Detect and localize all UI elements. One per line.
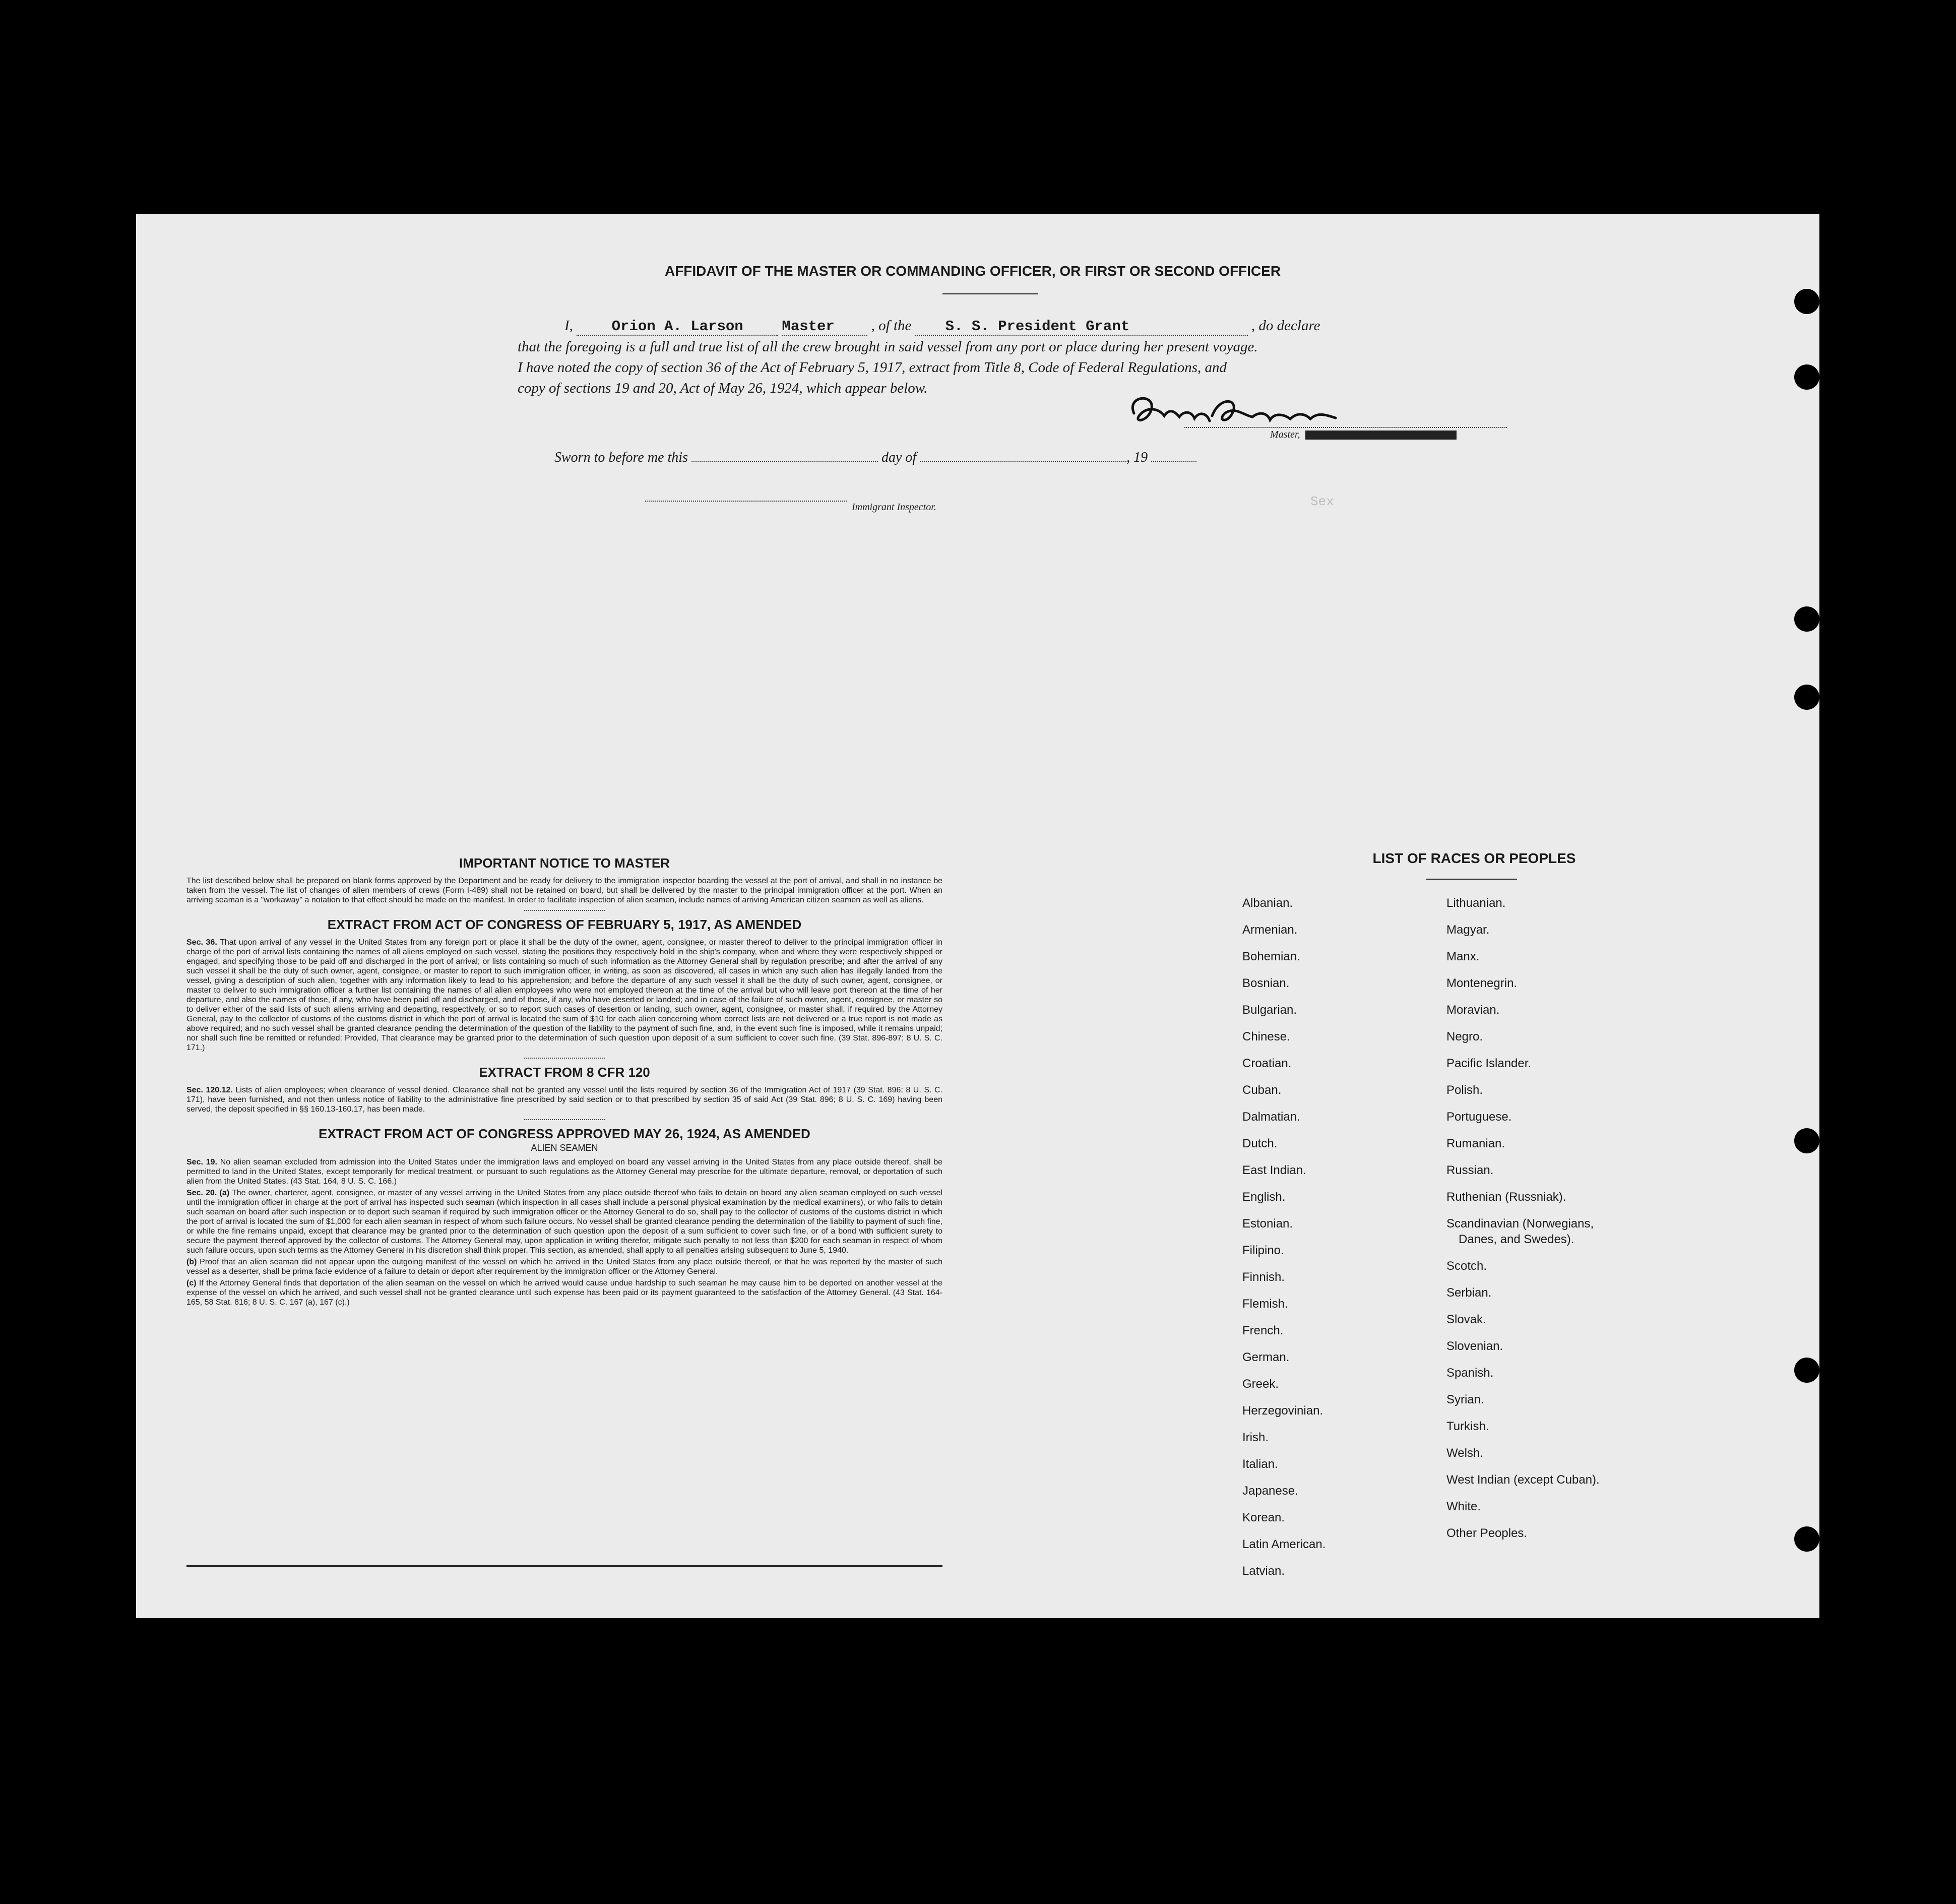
punch-hole [1794,1358,1819,1383]
punch-hole [1794,289,1819,314]
race-item: Slovenian. [1446,1339,1503,1353]
race-item: Turkish. [1446,1420,1489,1433]
master-name: Orion A. Larson [611,318,743,335]
race-item: Spanish. [1446,1366,1494,1380]
race-item: Flemish. [1242,1297,1288,1311]
race-item: Montenegrin. [1446,976,1518,990]
race-item: Scandinavian (Norwegians, [1446,1217,1594,1231]
footer-rule [186,1565,942,1567]
affidavit-line-3: I have noted the copy of section 36 of the Act of February 5, 1917, extract from Title 8, Code of Federal Regulations, and [518,359,1227,376]
races-column-1 [1242,890,1434,1584]
race-item: Ruthenian (Russniak). [1446,1190,1566,1204]
race-item: Greek. [1242,1377,1279,1391]
section-divider [524,910,605,911]
extract-1924-subtitle: ALIEN SEAMEN [531,1143,598,1153]
races-column-2 [1446,890,1729,1547]
race-item: Russian. [1446,1163,1494,1177]
sworn-line: Sworn to before me this day of , 19 [554,450,1196,466]
race-item: Welsh. [1446,1446,1483,1460]
master-rank: Master [782,318,835,335]
do-declare-label: , do declare [1251,318,1320,334]
section-divider [524,1119,605,1120]
race-item: Magyar. [1446,923,1490,937]
affidavit-title: AFFIDAVIT OF THE MASTER OR COMMANDING OFFICER, OR FIRST OR SECOND OFFICER [664,263,1281,279]
race-item: Moravian. [1446,1003,1500,1017]
race-item: Japanese. [1242,1484,1298,1498]
race-item: Korean. [1242,1511,1285,1524]
inspector-label: Immigrant Inspector. [852,502,936,513]
race-item: Latin American. [1242,1538,1326,1551]
extract-1924-title: EXTRACT FROM ACT OF CONGRESS APPROVED MAY 26, 1924, AS AMENDED [319,1126,810,1141]
of-the-label: , of the [871,318,912,334]
race-item: Chinese. [1242,1030,1290,1043]
extract-1924-sec19: Sec. 19. No alien seaman excluded from admission into the United States under the immigration laws and employed on board any vessel arriving in the United States from any place outside thereof, shall be permitted to land in the United States, except temporarily for medical treatment, or pursuant to such regulations as the Attorney General may prescribe for the ultimate departure, removal, or deportation of such alien from the United States. (43 Stat. 164, 8 U. S. C. 166.) [186,1158,942,1186]
race-item: Estonian. [1242,1217,1293,1231]
punch-hole [1794,1128,1819,1153]
race-item: Bohemian. [1242,950,1300,963]
extract-1924-sec20c: (c) If the Attorney General finds that deportation of the alien seaman on the vessel on which he arrived would cause undue hardship to such seaman he may cause him to be deported on another vessel at the expense of the vessel on which he arrived, and such vessel shall not be granted clearance until such expense has been paid or its payment guaranteed to the satisfaction of the Attorney General. (43 Stat. 164-165, 58 Stat. 816; 8 U. S. C. 167 (a), 167 (c).) [186,1279,942,1307]
race-item: Italian. [1242,1457,1278,1471]
race-item: Serbian. [1446,1286,1492,1300]
affidavit-line-1 [564,318,1608,336]
signature-line [1184,427,1507,428]
race-item: Dalmatian. [1242,1110,1300,1124]
race-item: English. [1242,1190,1286,1204]
inspector-line [645,501,847,502]
race-item: Negro. [1446,1030,1483,1043]
extract-cfr-title: EXTRACT FROM 8 CFR 120 [479,1065,650,1080]
race-item: Irish. [1242,1431,1269,1444]
extract-cfr-text: Sec. 120.12. Lists of alien employees; when clearance of vessel denied. Clearance shall not be granted any vessel until the lists required by section 36 of the Immigration Act of 1917 (39 Stat. 896; 8 U. S. C. 171), have been furnished, and not then unless notice of liability to the administrative fine prescribed by said section or to that prescribed by section 35 of said Act (39 Stat. 896; 8 U. S. C. 169) having been served, the deposit specified in §§ 160.13-160.17, has been made. [186,1086,942,1114]
vessel-name: S. S. President Grant [945,318,1130,335]
notice-column [186,849,942,1309]
notice-title: IMPORTANT NOTICE TO MASTER [459,855,670,871]
affidavit-line-4: copy of sections 19 and 20, Act of May 26, 1924, which appear below. [518,380,928,396]
race-item: Bulgarian. [1242,1003,1297,1017]
race-item: Other Peoples. [1446,1526,1528,1540]
i-label: I, [564,318,573,334]
punch-hole [1794,1526,1819,1552]
race-item: Filipino. [1242,1244,1284,1257]
races-rule [1426,879,1517,880]
race-item: Cuban. [1242,1083,1282,1097]
race-item: Portuguese. [1446,1110,1512,1124]
race-item: Albanian. [1242,896,1293,910]
punch-hole [1794,685,1819,710]
race-item: Armenian. [1242,923,1298,937]
race-item: Rumanian. [1446,1137,1505,1150]
race-item: French. [1242,1324,1284,1337]
bleed-through-text: Sex [1310,494,1334,509]
notice-text: The list described below shall be prepared on blank forms approved by the Department and be ready for delivery to the immigration inspector boarding the vessel at the port of arrival, and shall in no instance be taken from the vessel. The list of changes of alien members of crews (Form I-489) shall not be retained on board, but shall be delivered by the master to the principal immigration officer at the port. When an arriving seaman is a "workaway" a notation to that effect should be made on the manifest. In order to facilitate inspection of alien seamen, include names of arriving American citizen seamen as well as aliens. [186,877,942,904]
title-rule [942,293,1038,294]
extract-1924-sec20b: (b) Proof that an alien seaman did not appear upon the outgoing manifest of the vessel on which he arrived in the United States from any place outside thereof, or that he was reported by the master of such vessel as a deserter, shall be prima facie evidence of a failure to detain or deport after requirement by the immigration officer or the Attorney General. [186,1258,942,1276]
extract-1924-sec20a: Sec. 20. (a) The owner, charterer, agent, consignee, or master of any vessel arriving in the United States from any place outside thereof who fails to detain on board any alien seaman employed on such vessel until the immigration officer in charge at the port of arrival has inspected such seaman (which inspection in all cases shall include a personal physical examination by the medical examiners), or who fails to detain such seaman on board after such inspection or to deport such seaman if required by such immigration officer or the Attorney General to do so, shall pay to the collector of customs of the customs district in which the port of arrival is located the sum of $1,000 for each alien seaman in respect of whom such failure occurs. No vessel shall be granted clearance pending the determination of the liability to payment of such fine, or while the fine remains unpaid, except that clearance may be granted prior to the determination of such question upon the deposit of a sum sufficient to cover such fine, or of a bond with sufficient surety to secure the payment thereof approved by the collector of customs. The Attorney General may, upon application in writing therefor, mitigate such penalty to not less than $200 for each seaman in respect of whom such failure occurs, upon such terms as the Attorney General in his discretion shall think proper. This section, as amended, shall apply to all penalties arising subsequent to June 5, 1940. [186,1189,943,1255]
race-item: German. [1242,1350,1290,1364]
section-divider [524,1058,605,1059]
punch-hole [1794,364,1819,390]
race-item: Manx. [1446,950,1480,963]
race-item: Pacific Islander. [1446,1057,1532,1070]
affidavit-line-2: that the foregoing is a full and true list of all the crew brought in said vessel from any port or place during her present voyage. [518,339,1258,355]
extract-1917-text: Sec. 36. That upon arrival of any vessel in the United States from any foreign port or place it shall be the duty of the owner, agent, consignee, or master thereof to deliver to the principal immigration officer in charge of the port of arrival lists containing the names of all aliens employed on such vessel, stating the positions they respectively hold in the ship's company, when and where they were respectively shipped or engaged, and specifying those to be paid off and discharged in the port of arrival; or lists containing so much of such information as the Attorney General shall by regulation prescribe; and after the arrival of any such vessel it shall be the duty of such owner, agent, consignee, or master to report to such immigration officer, in writing, as soon as discovered, all cases in which any such alien has illegally landed from the vessel, giving a description of such alien, together with any information likely to lead to his apprehension; and before the departure of any such vessel it shall be the duty of such owner, agent, consignee, or master to deliver to such immigration officer a further list containing the names of all alien employees who were not employed thereon at the time of the arrival but who will leave port thereon at the time of her departure, and also the names of those, if any, who have been paid off and discharged, and of those, if any, who have deserted or landed; and in case of the failure of such owner, agent, consignee, or master so to deliver either of the said lists of such aliens arriving and departing, respectively, or so to report such cases of desertion or landing, such owner, agent, consignee, or master shall, if required by the Attorney General, pay to the collector of customs of the customs district in which the port of arrival is located the sum of $10 for each alien concerning whom correct lists are not delivered or a true report is not made as above required; and no such vessel shall be granted clearance pending the determination of the question of the liability to the payment of such fine, and, in the event such fine is imposed, while it remains unpaid; nor shall such fine be remitted or refunded: Provided, That clearance may be granted prior to the determination of such question upon deposit of a sum sufficient to cover such fine. (39 Stat. 896-897; 8 U. S. C. 171.) [186,938,943,1052]
punch-hole [1794,606,1819,632]
race-item: Slovak. [1446,1313,1486,1326]
struck-out-block [1305,431,1457,440]
document-page [136,214,1819,1618]
race-item: Herzegovinian. [1242,1404,1323,1418]
race-item: Latvian. [1242,1564,1285,1578]
race-item: Scotch. [1446,1259,1487,1273]
race-item: Finnish. [1242,1270,1285,1284]
race-item: Polish. [1446,1083,1483,1097]
race-item: Syrian. [1446,1393,1484,1406]
race-item: Dutch. [1242,1137,1278,1150]
signature-caption: Master, [1270,429,1457,441]
races-title: LIST OF RACES OR PEOPLES [1372,850,1576,866]
race-item: Bosnian. [1242,976,1290,990]
race-item: East Indian. [1242,1163,1306,1177]
race-item: Croatian. [1242,1057,1292,1070]
race-item: West Indian (except Cuban). [1446,1473,1600,1487]
race-item: Danes, and Swedes). [1459,1233,1574,1246]
race-item: White. [1446,1500,1481,1513]
extract-1917-title: EXTRACT FROM ACT OF CONGRESS OF FEBRUARY 5, 1917, AS AMENDED [327,917,802,932]
race-item: Lithuanian. [1446,896,1506,910]
